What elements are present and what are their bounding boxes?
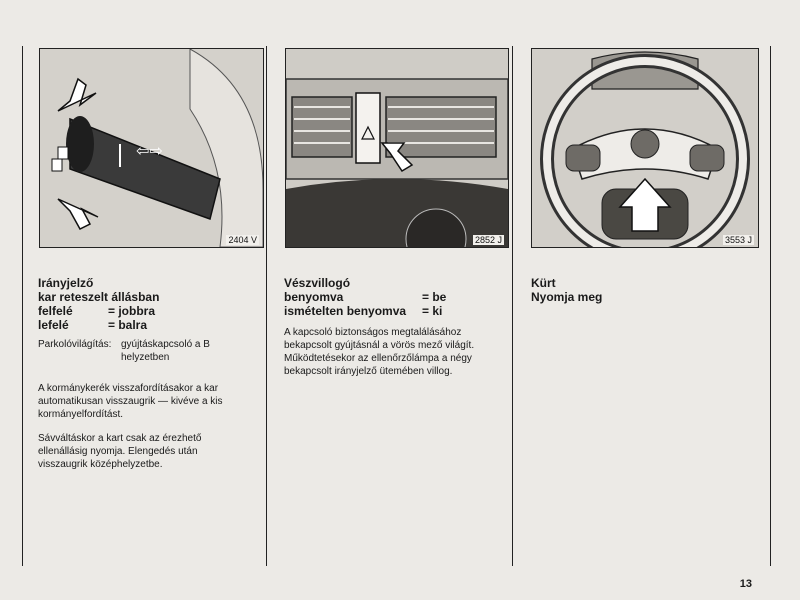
turn-signal-down-row — [38, 318, 258, 332]
column-divider-1 — [22, 46, 23, 566]
hazard-switch-illustration — [286, 49, 508, 247]
turn-signal-up-value: = jobbra — [108, 304, 156, 318]
turn-signal-up-key: felfelé — [38, 304, 73, 318]
hazard-row-2-key: ismételten benyomva — [284, 304, 407, 318]
turn-signal-title: Irányjelző — [38, 276, 94, 290]
turn-signal-heading — [38, 276, 258, 332]
parking-light-label: Parkolóvilágítás: — [38, 339, 112, 350]
steering-wheel-illustration — [532, 49, 758, 247]
hazard-row-1-key: benyomva — [284, 290, 344, 304]
figure-code: 3553 J — [724, 235, 752, 245]
figure-code: 2404 V — [228, 235, 257, 245]
column-divider-3 — [512, 46, 513, 566]
hazard-row-2-value: = ki — [422, 304, 443, 318]
figure-hazard-switch — [285, 48, 509, 248]
turn-signal-paragraph-1: A kormánykerék visszafordításakor a kar automatikusan visszaugrik — kivéve a kis kormányelfordítást. — [38, 383, 223, 420]
figure-turn-signal-stalk — [39, 48, 264, 248]
hazard-heading — [284, 276, 509, 318]
figure-code: 2852 J — [474, 235, 502, 245]
horn-instruction: Nyomja meg — [531, 290, 603, 304]
hazard-paragraph: A kapcsoló biztonságos megtalálásához bekapcsolt gyújtásnál a vörös mező világít. Működtetésekor az ellenőrzőlámpa a négy bekapcsolt irányjelző ütemében villog. — [284, 327, 475, 377]
parking-light-line — [38, 338, 258, 364]
parking-light-text: gyújtáskapcsoló a B helyzetben — [121, 339, 210, 363]
bleed-through-text-2 — [732, 262, 768, 562]
hazard-row-2 — [284, 304, 509, 318]
column-divider-4 — [770, 46, 771, 566]
direction-arrows-glyph: ⇦⇨ — [136, 141, 163, 160]
turn-signal-down-key: lefelé — [38, 318, 69, 332]
hazard-row-1-value: = be — [422, 290, 447, 304]
horn-title: Kürt — [531, 276, 556, 290]
page-number: 13 — [739, 578, 752, 590]
turn-signal-subtitle: kar reteszelt állásban — [38, 290, 160, 304]
turn-signal-down-value: = balra — [108, 318, 148, 332]
hazard-row-1 — [284, 290, 509, 304]
horn-heading — [531, 276, 731, 304]
hazard-title: Vészvillogó — [284, 276, 351, 290]
column-divider-2 — [266, 46, 267, 566]
figure-steering-horn — [531, 48, 759, 248]
turn-signal-paragraph-2: Sávváltáskor a kart csak az érezhető ellenállásig nyomja. Elengedés után visszaugrik középhelyzetbe. — [38, 433, 202, 470]
turn-signal-up-row — [38, 304, 258, 318]
